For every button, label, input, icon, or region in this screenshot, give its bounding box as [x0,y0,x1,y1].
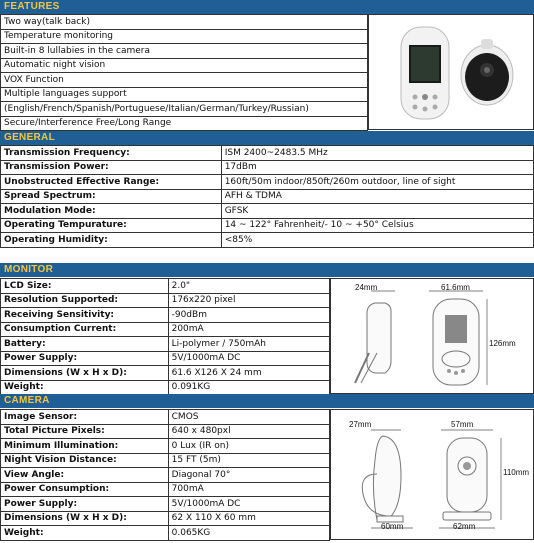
general-spec-value: <85% [221,233,533,248]
monitor-row [1,279,330,294]
dim-camera-depth-bottom: 60mm [381,522,404,531]
feature-row [1,29,368,44]
monitor-spec-label: Dimensions (W x H x D): [1,366,169,381]
camera-dimension-drawing [330,409,534,540]
feature-row [1,116,368,131]
camera-row [1,439,330,454]
feature-row [1,73,368,88]
dim-monitor-width: 61.6mm [441,283,470,292]
camera-table [0,409,330,541]
camera-row [1,453,330,468]
camera-spec-value: 62 X 110 X 60 mm [168,511,329,526]
monitor-spec-label: Receiving Sensitivity: [1,308,169,323]
monitor-spec-label: Power Supply: [1,351,169,366]
camera-spec-label: Power Consumption: [1,482,169,497]
camera-spec-label: Minimum Illumination: [1,439,169,454]
monitor-spec-value: -90dBm [168,308,329,323]
camera-row [1,511,330,526]
camera-row [1,482,330,497]
general-spec-label: Transmission Power: [1,160,222,175]
camera-spec-label: View Angle: [1,468,169,483]
camera-row [1,410,330,425]
general-table [0,145,534,248]
monitor-spec-label: Resolution Supported: [1,293,169,308]
camera-spec-value: 5V/1000mA DC [168,497,329,512]
feature-item: Secure/Interference Free/Long Range [1,116,368,131]
feature-item: (English/French/Spanish/Portuguese/Italian/German/Turkey/Russian) [1,102,368,117]
general-spec-value: ISM 2400~2483.5 MHz [221,146,533,161]
general-spec-value: GFSK [221,204,533,219]
camera-row [1,497,330,512]
camera-row [1,468,330,483]
monitor-spec-label: Consumption Current: [1,322,169,337]
monitor-row [1,351,330,366]
camera-spec-label: Power Supply: [1,497,169,512]
camera-spec-value: 0 Lux (IR on) [168,439,329,454]
general-spec-value: 160ft/50m indoor/850ft/260m outdoor, line of sight [221,175,533,190]
general-spec-label: Unobstructed Effective Range: [1,175,222,190]
baby-monitor-photo [369,15,533,129]
feature-item: VOX Function [1,73,368,88]
monitor-row [1,308,330,323]
section-header-camera: CAMERA [0,394,534,408]
monitor-spec-value: 61.6 X126 X 24 mm [168,366,329,381]
feature-row [1,44,368,59]
general-spec-label: Operating Tempurature: [1,218,222,233]
monitor-row [1,322,330,337]
general-spec-label: Modulation Mode: [1,204,222,219]
feature-item: Automatic night vision [1,58,368,73]
monitor-spec-label: LCD Size: [1,279,169,294]
camera-spec-value: Diagonal 70° [168,468,329,483]
dim-camera-width-top: 57mm [451,420,474,429]
monitor-spec-label: Battery: [1,337,169,352]
monitor-row [1,380,330,395]
product-photo [368,14,534,130]
monitor-row [1,366,330,381]
feature-item: Temperature monitoring [1,29,368,44]
camera-spec-label: Night Vision Distance: [1,453,169,468]
general-spec-value: AFH & TDMA [221,189,533,204]
features-table [0,14,368,131]
monitor-spec-value: 2.0" [168,279,329,294]
camera-spec-value: 15 FT (5m) [168,453,329,468]
general-row [1,233,534,248]
general-spec-label: Spread Spectrum: [1,189,222,204]
camera-spec-label: Dimensions (W x H x D): [1,511,169,526]
monitor-table [0,278,330,395]
general-spec-value: 14 ~ 122° Fahrenheit/- 10 ~ +50° Celsius [221,218,533,233]
camera-spec-value: 700mA [168,482,329,497]
feature-row [1,102,368,117]
camera-spec-label: Weight: [1,526,169,541]
general-row [1,218,534,233]
feature-row [1,87,368,102]
dim-monitor-height: 126mm [489,339,516,348]
section-header-features: FEATURES [0,0,534,14]
monitor-row [1,293,330,308]
general-row [1,146,534,161]
general-row [1,175,534,190]
general-row [1,204,534,219]
camera-row [1,526,330,541]
feature-row [1,15,368,30]
monitor-spec-label: Weight: [1,380,169,395]
general-spec-label: Transmission Frequency: [1,146,222,161]
camera-spec-label: Total Picture Pixels: [1,424,169,439]
dim-monitor-depth: 24mm [355,283,378,292]
dim-camera-width-bottom: 62mm [453,522,476,531]
camera-spec-label: Image Sensor: [1,410,169,425]
general-spec-label: Operating Humidity: [1,233,222,248]
section-header-monitor: MONITOR [0,263,534,277]
feature-row [1,58,368,73]
monitor-spec-value: 0.091KG [168,380,329,395]
camera-spec-value: CMOS [168,410,329,425]
general-row [1,160,534,175]
dim-camera-depth-top: 27mm [349,420,372,429]
monitor-spec-value: 5V/1000mA DC [168,351,329,366]
dim-camera-height: 110mm [503,468,530,477]
general-row [1,189,534,204]
monitor-spec-value: 200mA [168,322,329,337]
monitor-spec-value: Li-polymer / 750mAh [168,337,329,352]
camera-spec-value: 0.065KG [168,526,329,541]
general-spec-value: 17dBm [221,160,533,175]
camera-spec-value: 640 x 480pxl [168,424,329,439]
camera-row [1,424,330,439]
section-header-general: GENERAL [0,131,534,145]
feature-item: Two way(talk back) [1,15,368,30]
monitor-dimension-drawing [330,278,534,394]
feature-item: Multiple languages support [1,87,368,102]
monitor-spec-value: 176x220 pixel [168,293,329,308]
feature-item: Built-in 8 lullabies in the camera [1,44,368,59]
monitor-row [1,337,330,352]
